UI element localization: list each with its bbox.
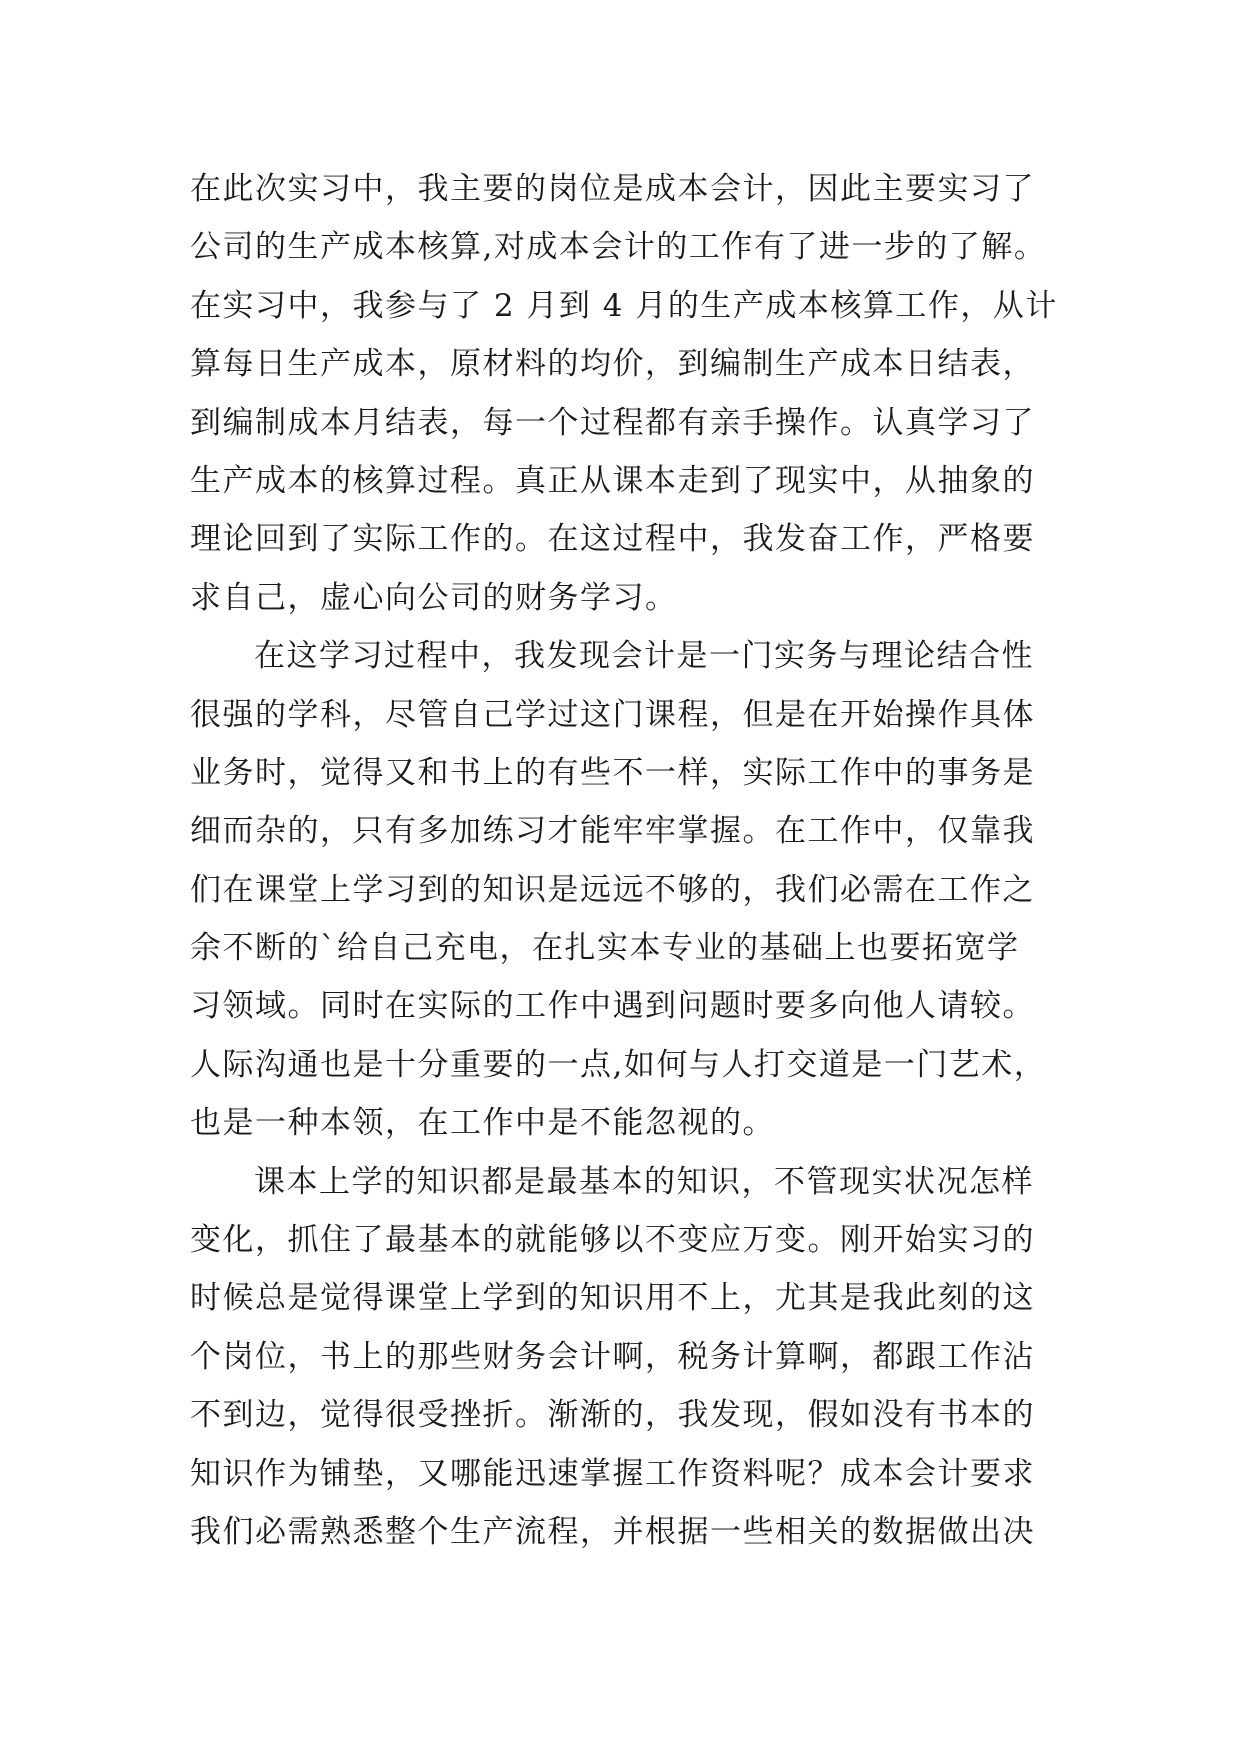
text-line-indented: 在这学习过程中，我发现会计是一门实务与理论结合性 <box>254 638 1034 675</box>
text-line: 公司的生产成本核算,对成本会计的工作有了进一步的了解。 <box>190 229 1047 266</box>
text-line: 个岗位，书上的那些财务会计啊，税务计算啊，都跟工作沾 <box>190 1338 1035 1375</box>
paragraph-3 <box>190 1153 1090 1562</box>
text-line: 不到边，觉得很受挫折。渐渐的，我发现，假如没有书本的 <box>190 1397 1035 1434</box>
text-line: 生产成本的核算过程。真正从课本走到了现实中，从抽象的 <box>190 462 1035 499</box>
body-text <box>190 160 1090 1561</box>
text-line: 习领域。同时在实际的工作中遇到问题时要多向他人请较。 <box>190 988 1035 1025</box>
text-line: 业务时，觉得又和书上的有些不一样，实际工作中的事务是 <box>190 754 1035 791</box>
text-line: 在实习中，我参与了 2 月到 4 月的生产成本核算工作，从计 <box>190 287 1058 324</box>
text-line: 在此次实习中，我主要的岗位是成本会计，因此主要实习了 <box>190 171 1035 207</box>
paragraph-2 <box>190 627 1090 1153</box>
text-line: 理论回到了实际工作的。在这过程中，我发奋工作，严格要 <box>190 521 1035 558</box>
text-line: 到编制成本月结表，每一个过程都有亲手操作。认真学习了 <box>190 404 1035 441</box>
text-line: 变化，抓住了最基本的就能够以不变应万变。刚开始实习的 <box>190 1222 1035 1259</box>
text-line: 时候总是觉得课堂上学到的知识用不上，尤其是我此刻的这 <box>190 1280 1035 1317</box>
text-line: 很强的学科，尽管自己学过这门课程，但是在开始操作具体 <box>190 696 1035 733</box>
text-line: 算每日生产成本，原材料的均价，到编制生产成本日结表， <box>190 346 1035 383</box>
text-line: 们在课堂上学习到的知识是远远不够的，我们必需在工作之 <box>190 871 1035 908</box>
text-line: 余不断的`给自己充电，在扎实本专业的基础上也要拓宽学 <box>190 930 1020 967</box>
text-line: 细而杂的，只有多加练习才能牢牢掌握。在工作中，仅靠我 <box>190 813 1035 850</box>
text-line: 我们必需熟悉整个生产流程，并根据一些相关的数据做出决 <box>190 1513 1035 1550</box>
text-line: 也是一种本领，在工作中是不能忽视的。 <box>190 1105 775 1142</box>
paragraph-1 <box>190 160 1090 627</box>
text-line: 人际沟通也是十分重要的一点,如何与人打交道是一门艺术， <box>190 1046 1047 1083</box>
text-line: 求自己，虚心向公司的财务学习。 <box>190 579 678 616</box>
text-line: 知识作为铺垫，又哪能迅速掌握工作资料呢？成本会计要求 <box>190 1455 1035 1492</box>
text-line-indented: 课本上学的知识都是最基本的知识，不管现实状况怎样 <box>254 1163 1034 1200</box>
